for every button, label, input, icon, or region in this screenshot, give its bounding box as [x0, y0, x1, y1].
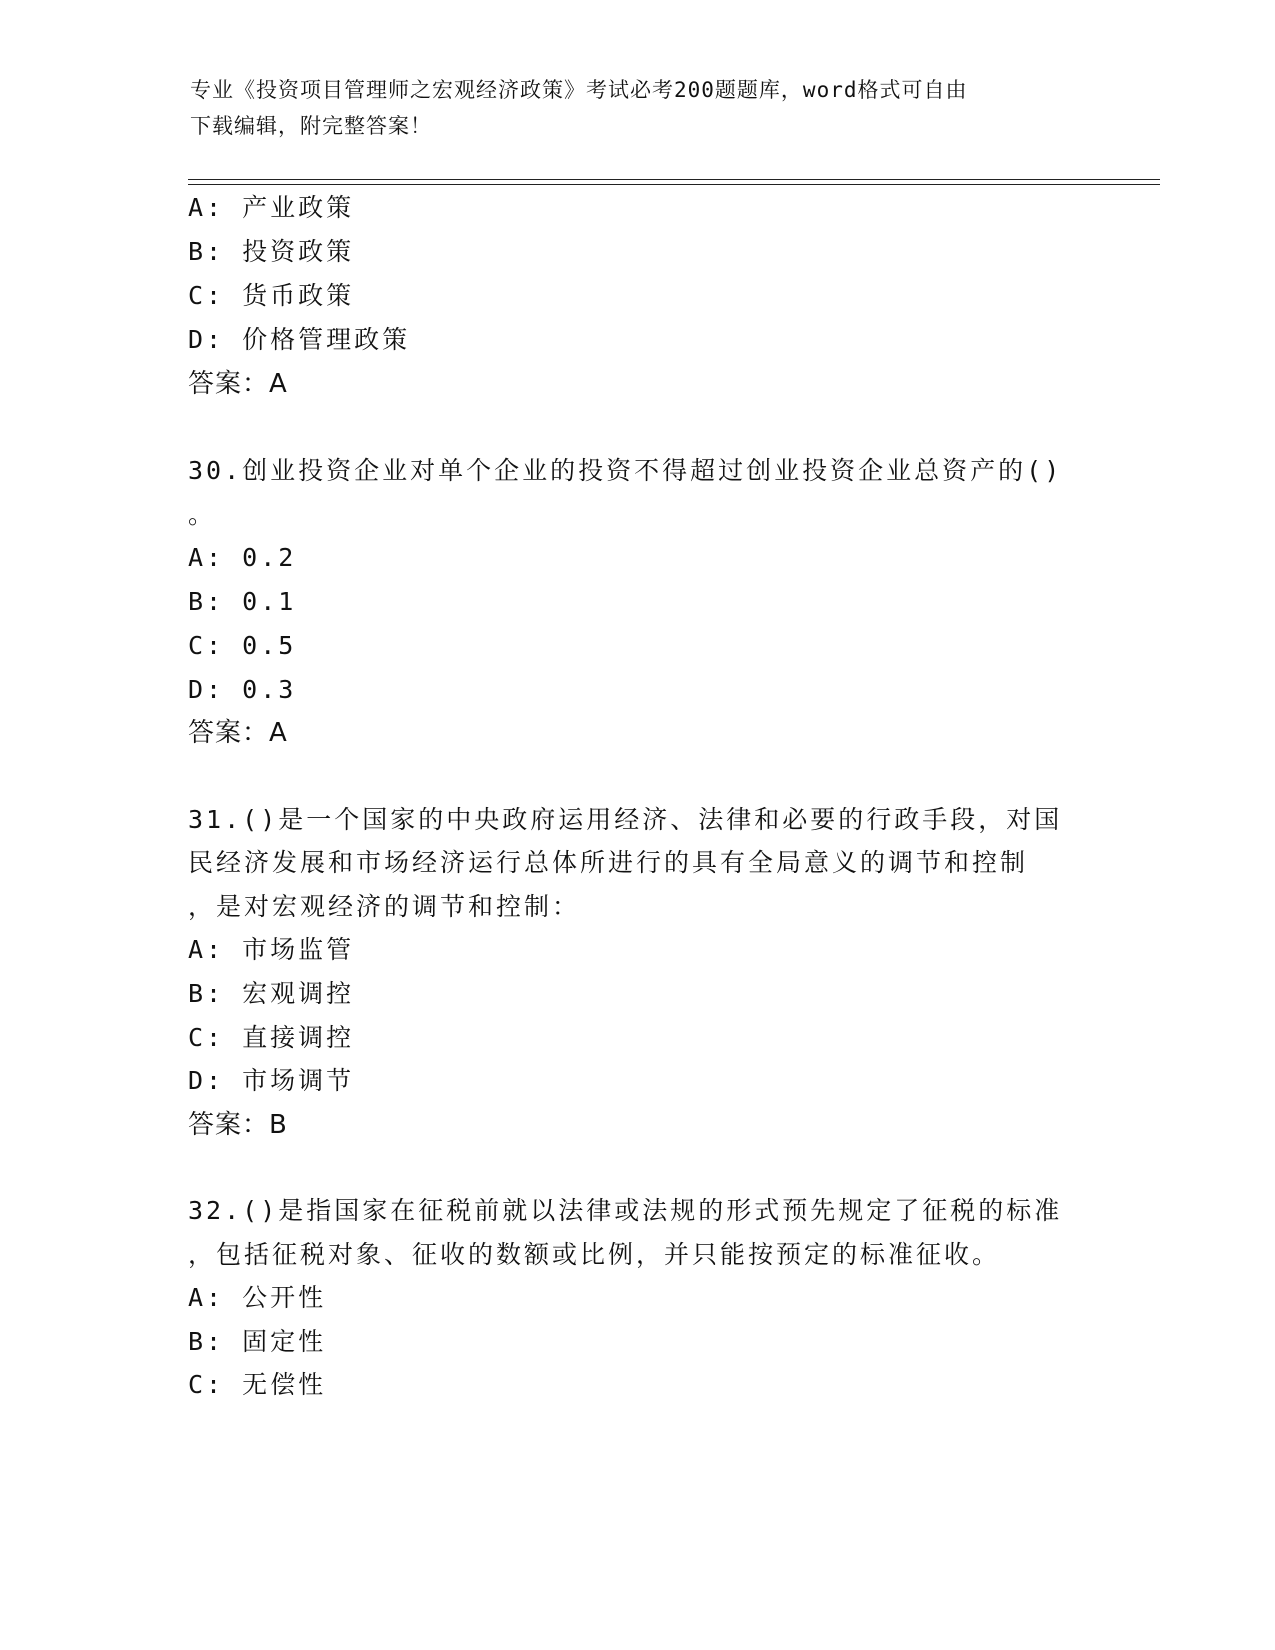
q32-option-a: A: 公开性	[188, 1283, 327, 1312]
q31-answer: 答案：B	[188, 1110, 288, 1140]
q30-answer: 答案：A	[188, 718, 288, 748]
q31-option-c: C: 直接调控	[188, 1023, 355, 1052]
q32-option-c: C: 无偿性	[188, 1370, 327, 1399]
q29-option-a: A: 产业政策	[188, 193, 355, 222]
q32-stem-line-2: ，包括征税对象、征收的数额或比例，并只能按预定的标准征收。	[188, 1240, 1001, 1269]
q30-stem-line-2: 。	[188, 500, 217, 529]
q32-option-b: B: 固定性	[188, 1327, 327, 1356]
q29-answer: 答案：A	[188, 369, 288, 399]
q31-option-d: D: 市场调节	[188, 1066, 355, 1095]
document-header	[190, 72, 1090, 144]
header-divider-bottom	[188, 184, 1160, 185]
header-divider-top	[188, 179, 1160, 180]
q31-stem-line-1: 31.()是一个国家的中央政府运用经济、法律和必要的行政手段，对国	[188, 805, 1063, 834]
q29-option-b: B: 投资政策	[188, 237, 355, 266]
header-line-1: 专业《投资项目管理师之宏观经济政策》考试必考200题题库，word格式可自由	[190, 78, 968, 102]
q30-option-c: C: 0.5	[188, 631, 297, 660]
q31-stem-line-2: 民经济发展和市场经济运行总体所进行的具有全局意义的调节和控制	[188, 848, 1029, 877]
q30-option-d: D: 0.3	[188, 675, 297, 704]
q29-option-c: C: 货币政策	[188, 281, 355, 310]
q30-option-b: B: 0.1	[188, 587, 297, 616]
q30-option-a: A: 0.2	[188, 543, 297, 572]
q32-stem-line-1: 32.()是指国家在征税前就以法律或法规的形式预先规定了征税的标准	[188, 1196, 1063, 1225]
q31-stem-line-3: ，是对宏观经济的调节和控制：	[188, 892, 581, 921]
q29-option-d: D: 价格管理政策	[188, 325, 411, 354]
q31-option-b: B: 宏观调控	[188, 979, 355, 1008]
header-line-2: 下载编辑，附完整答案！	[190, 114, 432, 138]
q30-stem-line-1: 30.创业投资企业对单个企业的投资不得超过创业投资企业总资产的()	[188, 456, 1063, 485]
q31-option-a: A: 市场监管	[188, 935, 355, 964]
